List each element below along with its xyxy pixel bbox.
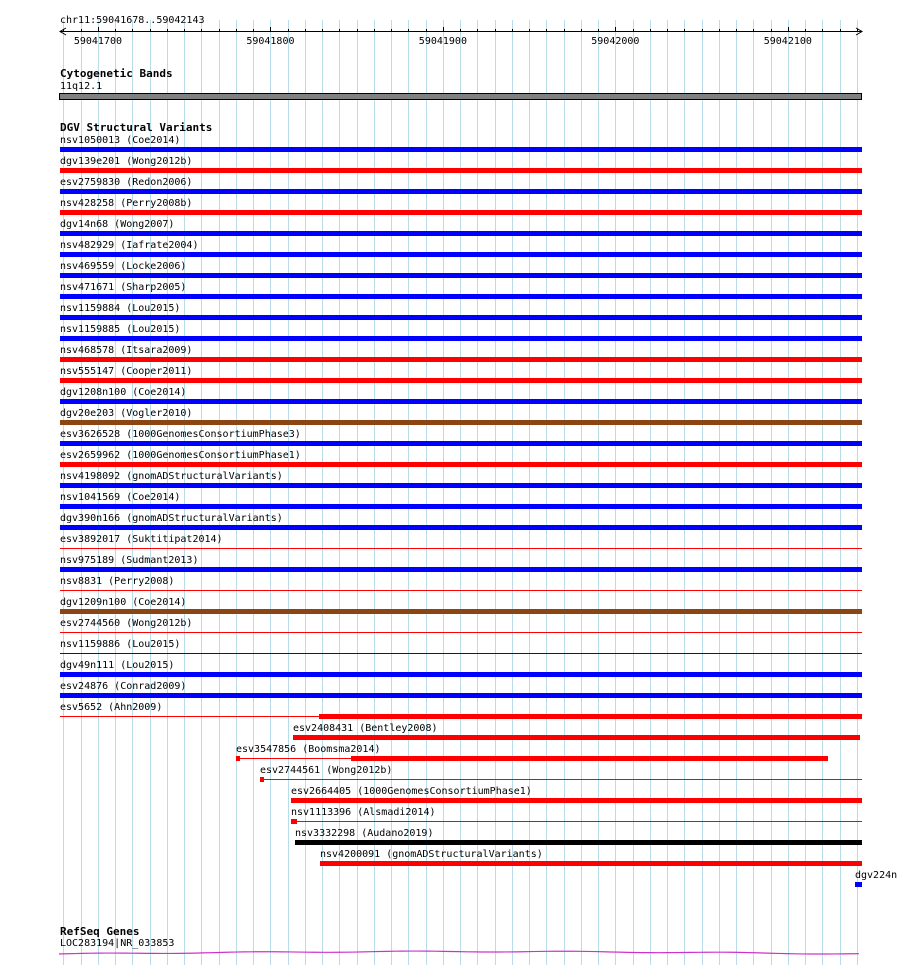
location-label: chr11:59041678..59042143 <box>60 15 205 26</box>
dgv-variant-bar[interactable] <box>293 735 860 740</box>
dgv-variant-bar[interactable] <box>60 273 862 278</box>
dgv-variant-label[interactable]: dgv14n68 (Wong2007) <box>60 219 175 230</box>
dgv-variant-label[interactable]: esv2408431 (Bentley2008) <box>293 723 438 734</box>
dgv-variant-label[interactable]: dgv20e203 (Vogler2010) <box>60 408 193 419</box>
dgv-variant-bar[interactable] <box>60 420 862 425</box>
dgv-variant-bar[interactable] <box>60 168 862 173</box>
dgv-variant-label[interactable]: esv3547856 (Boomsma2014) <box>236 744 381 755</box>
dgv-variant-bar[interactable] <box>60 483 862 488</box>
dgv-variant-label[interactable]: esv2744560 (Wong2012b) <box>60 618 193 629</box>
dgv-variant-label[interactable]: dgv224n <box>855 870 897 881</box>
ruler-tick-label: 59041700 <box>73 36 123 47</box>
ruler <box>0 0 890 60</box>
dgv-variant-bar[interactable] <box>60 315 862 320</box>
dgv-variant-label[interactable]: esv2659962 (1000GenomesConsortiumPhase1) <box>60 450 301 461</box>
dgv-variant-label[interactable]: nsv469559 (Locke2006) <box>60 261 187 272</box>
ruler-tick-label: 59041800 <box>246 36 295 47</box>
dgv-variant-label[interactable]: nsv482929 (Iafrate2004) <box>60 240 199 251</box>
dgv-variant-label[interactable]: nsv1041569 (Coe2014) <box>60 492 181 503</box>
dgv-variant-label[interactable]: esv2664405 (1000GenomesConsortiumPhase1) <box>291 786 532 797</box>
dgv-variant-label[interactable]: nsv3332298 (Audano2019) <box>295 828 434 839</box>
dgv-variant-line[interactable] <box>60 716 319 717</box>
dgv-variant-label[interactable]: esv2759830 (Redon2006) <box>60 177 193 188</box>
dgv-variant-label[interactable]: nsv1159886 (Lou2015) <box>60 639 181 650</box>
dgv-variant-label[interactable]: esv5652 (Ahn2009) <box>60 702 163 713</box>
dgv-variant-label[interactable]: nsv471671 (Sharp2005) <box>60 282 187 293</box>
ruler-tick-label: 59042100 <box>763 36 812 47</box>
refseq-gene-label[interactable]: LOC283194|NR_033853 <box>60 938 175 949</box>
dgv-variant-bar[interactable] <box>60 231 862 236</box>
dgv-variant-label[interactable]: nsv428258 (Perry2008b) <box>60 198 193 209</box>
dgv-variant-label[interactable]: nsv975189 (Sudmant2013) <box>60 555 199 566</box>
dgv-variant-bar[interactable] <box>60 609 862 614</box>
dgv-variant-label[interactable]: esv24876 (Conrad2009) <box>60 681 187 692</box>
dgv-variant-line[interactable] <box>295 821 862 822</box>
dgv-variant-bar[interactable] <box>60 693 862 698</box>
dgv-variant-bar[interactable] <box>60 378 862 383</box>
cytoband-track-title: Cytogenetic Bands <box>60 67 173 80</box>
dgv-variant-bar[interactable] <box>855 882 862 887</box>
ruler-tick-label: 59042000 <box>591 36 640 47</box>
dgv-variant-label[interactable]: nsv468578 (Itsara2009) <box>60 345 193 356</box>
dgv-variant-bar[interactable] <box>60 399 862 404</box>
dgv-track-title: DGV Structural Variants <box>60 121 213 134</box>
dgv-variant-label[interactable]: dgv1209n100 (Coe2014) <box>60 597 187 608</box>
dgv-variant-label[interactable]: dgv390n166 (gnomADStructuralVariants) <box>60 513 283 524</box>
dgv-variant-label[interactable]: esv2744561 (Wong2012b) <box>260 765 393 776</box>
dgv-variant-bar[interactable] <box>60 189 862 194</box>
dgv-variant-bar[interactable] <box>295 840 862 845</box>
refseq-track-title: RefSeq Genes <box>60 925 140 938</box>
dgv-variant-bar[interactable] <box>351 756 828 761</box>
cytoband-bar[interactable] <box>59 93 862 100</box>
dgv-variant-bar[interactable] <box>60 567 862 572</box>
dgv-variant-label[interactable]: dgv49n111 (Lou2015) <box>60 660 175 671</box>
refseq-gene-feature[interactable] <box>59 945 862 957</box>
dgv-variant-bar[interactable] <box>291 798 862 803</box>
dgv-variant-line[interactable] <box>238 758 351 759</box>
dgv-variant-bar[interactable] <box>60 462 862 467</box>
dgv-variant-label[interactable]: nsv1050013 (Coe2014) <box>60 135 181 146</box>
dgv-variant-bar[interactable] <box>60 504 862 509</box>
ruler-tick-label: 59041900 <box>418 36 467 47</box>
dgv-variant-bar[interactable] <box>60 210 862 215</box>
dgv-variant-label[interactable]: nsv4200091 (gnomADStructuralVariants) <box>320 849 543 860</box>
refseq-gene-line[interactable] <box>59 951 859 954</box>
dgv-variant-label[interactable]: esv3892017 (Suktitipat2014) <box>60 534 223 545</box>
dgv-variant-label[interactable]: esv3626528 (1000GenomesConsortiumPhase3) <box>60 429 301 440</box>
dgv-variant-label[interactable]: nsv1113396 (Alsmadi2014) <box>291 807 436 818</box>
dgv-variant-bar[interactable] <box>60 357 862 362</box>
dgv-variant-line[interactable] <box>60 632 862 633</box>
dgv-variant-label[interactable]: nsv4198092 (gnomADStructuralVariants) <box>60 471 283 482</box>
dgv-variant-label[interactable]: dgv1208n100 (Coe2014) <box>60 387 187 398</box>
dgv-variant-line[interactable] <box>60 590 862 591</box>
dgv-variant-line[interactable] <box>262 779 862 780</box>
cytoband-label: 11q12.1 <box>60 81 103 92</box>
dgv-variant-bar[interactable] <box>60 441 862 446</box>
dgv-variant-bar[interactable] <box>60 336 862 341</box>
dgv-variant-label[interactable]: dgv139e201 (Wong2012b) <box>60 156 193 167</box>
dgv-variant-line[interactable] <box>60 548 862 549</box>
dgv-variant-bar[interactable] <box>60 147 862 152</box>
dgv-variant-bar[interactable] <box>60 294 862 299</box>
ruler-axis <box>0 0 890 60</box>
dgv-variant-label[interactable]: nsv1159885 (Lou2015) <box>60 324 181 335</box>
dgv-variant-line[interactable] <box>60 653 862 654</box>
dgv-variant-label[interactable]: nsv1159884 (Lou2015) <box>60 303 181 314</box>
dgv-variant-label[interactable]: nsv8831 (Perry2008) <box>60 576 175 587</box>
dgv-variant-bar[interactable] <box>60 525 862 530</box>
dgv-variant-bar[interactable] <box>319 714 862 719</box>
dgv-variant-bar[interactable] <box>60 672 862 677</box>
dgv-variant-label[interactable]: nsv555147 (Cooper2011) <box>60 366 193 377</box>
dgv-variant-bar[interactable] <box>60 252 862 257</box>
dgv-variant-bar[interactable] <box>320 861 862 866</box>
